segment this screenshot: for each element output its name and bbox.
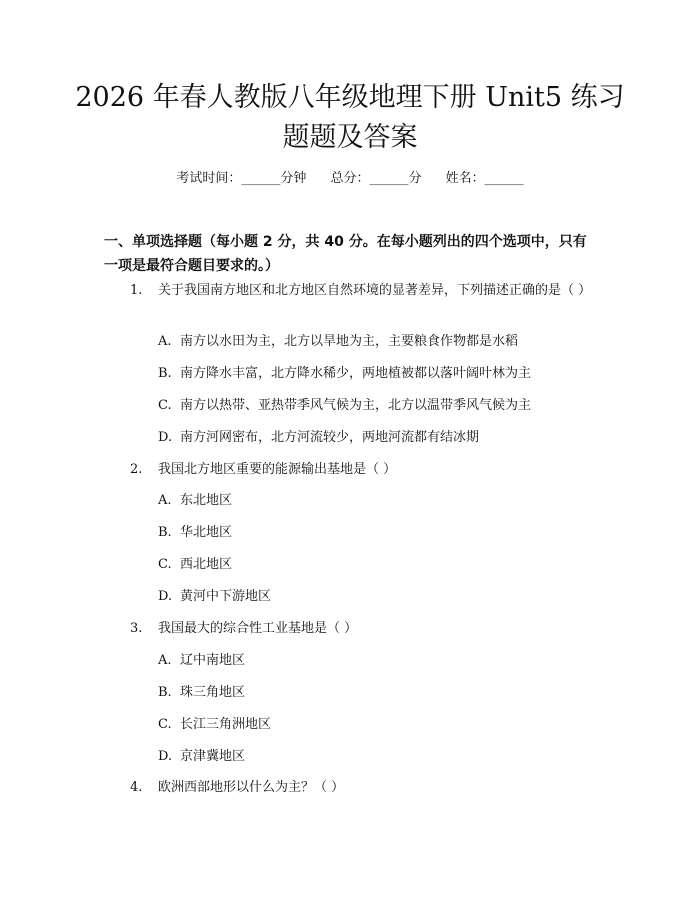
section-heading: 一、单项选择题（每小题 2 分，共 40 分。在每小题列出的四个选项中，只有一项是最符合题目要求的。） [104,234,587,274]
option-letter: C. [158,557,172,572]
question-text: 欧洲西部地形以什么为主？（ ） [158,780,345,795]
option-text: 东北地区 [180,493,233,508]
option [158,652,598,670]
option-text: 长江三角洲地区 [180,717,272,732]
question-text: 关于我国南方地区和北方地区自然环境的显著差异，下列描述正确的是（ ） [158,283,592,298]
question-number: 2. [130,462,143,477]
option [158,492,598,510]
option [158,588,598,606]
option-text: 南方河网密布，北方河流较少，两地河流都有结冰期 [180,430,480,445]
option-letter: D. [158,430,173,445]
option-letter: B. [158,366,172,381]
question-stem [104,618,594,640]
option-text: 辽中南地区 [180,653,246,668]
title-line-1: 2026 年春人教版八年级地理下册 Unit5 练习 [75,82,625,113]
option-text: 南方以水田为主，北方以旱地为主，主要粮食作物都是水稻 [180,334,519,349]
option [158,429,598,447]
document-title [60,78,640,158]
question-number: 1. [130,283,143,298]
option-letter: C. [158,398,172,413]
exam-time: 考试时间：______分钟 [176,171,307,186]
option-text: 珠三角地区 [180,685,246,700]
question-text: 我国最大的综合性工业基地是（ ） [158,621,358,636]
question-stem [104,777,594,799]
option-letter: D. [158,589,173,604]
option-text: 西北地区 [180,557,233,572]
option-letter: A. [158,493,172,508]
option-letter: B. [158,525,172,540]
option [158,333,598,351]
option-text: 南方以热带、亚热带季风气候为主，北方以温带季风气候为主 [180,398,532,413]
question-number: 3. [130,621,143,636]
option-letter: D. [158,749,173,764]
option-letter: C. [158,717,172,732]
option [158,556,598,574]
title-line-2: 题题及答案 [282,122,418,153]
question-stem [104,280,594,302]
option-text: 南方降水丰富，北方降水稀少，两地植被都以落叶阔叶林为主 [180,366,532,381]
exam-info [0,170,700,188]
option [158,716,598,734]
option [158,684,598,702]
question-stem [104,459,594,481]
option-letter: B. [158,685,172,700]
question-number: 4. [130,780,143,795]
total-score: 总分：______分 [330,171,422,186]
question-text: 我国北方地区重要的能源输出基地是（ ） [158,462,397,477]
option-letter: A. [158,653,172,668]
option [158,748,598,766]
option-text: 京津冀地区 [180,749,246,764]
student-name: 姓名：______ [445,171,524,186]
option [158,397,598,415]
option-letter: A. [158,334,172,349]
option-text: 华北地区 [180,525,233,540]
option [158,524,598,542]
option [158,365,598,383]
option-text: 黄河中下游地区 [180,589,272,604]
